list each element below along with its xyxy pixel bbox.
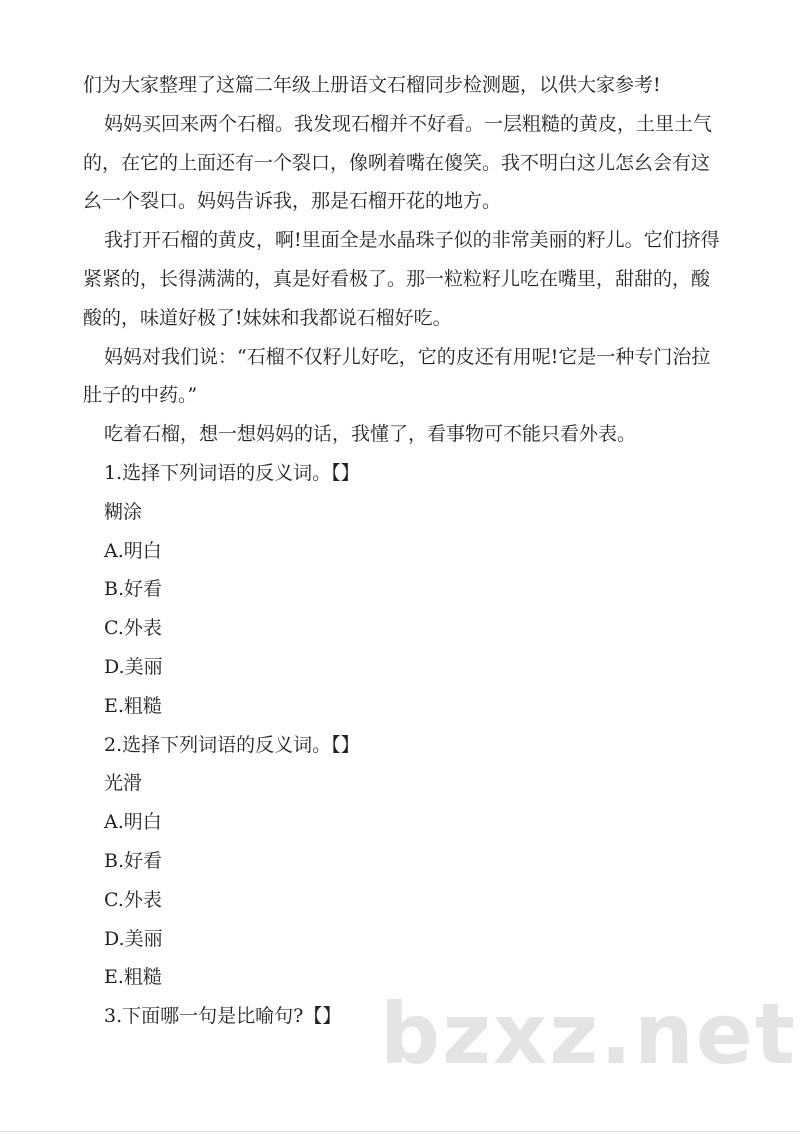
text-line: C.外表 bbox=[104, 617, 162, 640]
text-line: 1.选择下列词语的反义词。【】 bbox=[104, 461, 360, 484]
text-line: 妈妈对我们说：“石榴不仅籽儿好吃，它的皮还有用呢!它是一种专门治拉 bbox=[104, 345, 711, 368]
text-line: 3.下面哪一句是比喻句?【】 bbox=[104, 1005, 342, 1028]
text-line: 们为大家整理了这篇二年级上册语文石榴同步检测题，以供大家参考! bbox=[83, 74, 661, 96]
text-line: 我打开石榴的黄皮，啊!里面全是水晶珠子似的非常美丽的籽儿。它们挤得 bbox=[104, 229, 720, 252]
text-line: 妈妈买回来两个石榴。我发现石榴并不好看。一层粗糙的黄皮，土里土气 bbox=[104, 112, 713, 135]
text-line: 光滑 bbox=[104, 772, 143, 795]
text-line: 酸的，味道好极了!妹妹和我都说石榴好吃。 bbox=[83, 306, 452, 329]
text-line: 的，在它的上面还有一个裂口，像咧着嘴在傻笑。我不明白这儿怎幺会有这 bbox=[83, 151, 711, 174]
text-line: B.好看 bbox=[104, 849, 163, 872]
text-line: C.外表 bbox=[104, 888, 162, 911]
watermark-logo: bzxz.net bbox=[380, 985, 797, 1083]
text-line: A.明白 bbox=[104, 811, 162, 834]
text-line: 糊涂 bbox=[104, 500, 143, 523]
page-edge-divider bbox=[0, 1131, 800, 1132]
text-line: E.粗糙 bbox=[104, 966, 162, 989]
text-line: A.明白 bbox=[104, 539, 162, 562]
text-line: 紧紧的，长得满满的，真是好看极了。那一粒粒籽儿吃在嘴里，甜甜的，酸 bbox=[83, 267, 711, 290]
text-line: 肚子的中药。” bbox=[83, 384, 198, 407]
text-line: D.美丽 bbox=[104, 655, 163, 678]
text-line: 吃着石榴，想一想妈妈的话，我懂了，看事物可不能只看外表。 bbox=[104, 423, 637, 446]
text-line: D.美丽 bbox=[104, 927, 163, 950]
document-body bbox=[83, 66, 743, 1036]
text-line: E.粗糙 bbox=[104, 694, 162, 717]
text-line: 幺一个裂口。妈妈告诉我，那是石榴开花的地方。 bbox=[83, 190, 502, 213]
text-line: 2.选择下列词语的反义词。【】 bbox=[104, 733, 360, 756]
text-line: B.好看 bbox=[104, 578, 163, 601]
